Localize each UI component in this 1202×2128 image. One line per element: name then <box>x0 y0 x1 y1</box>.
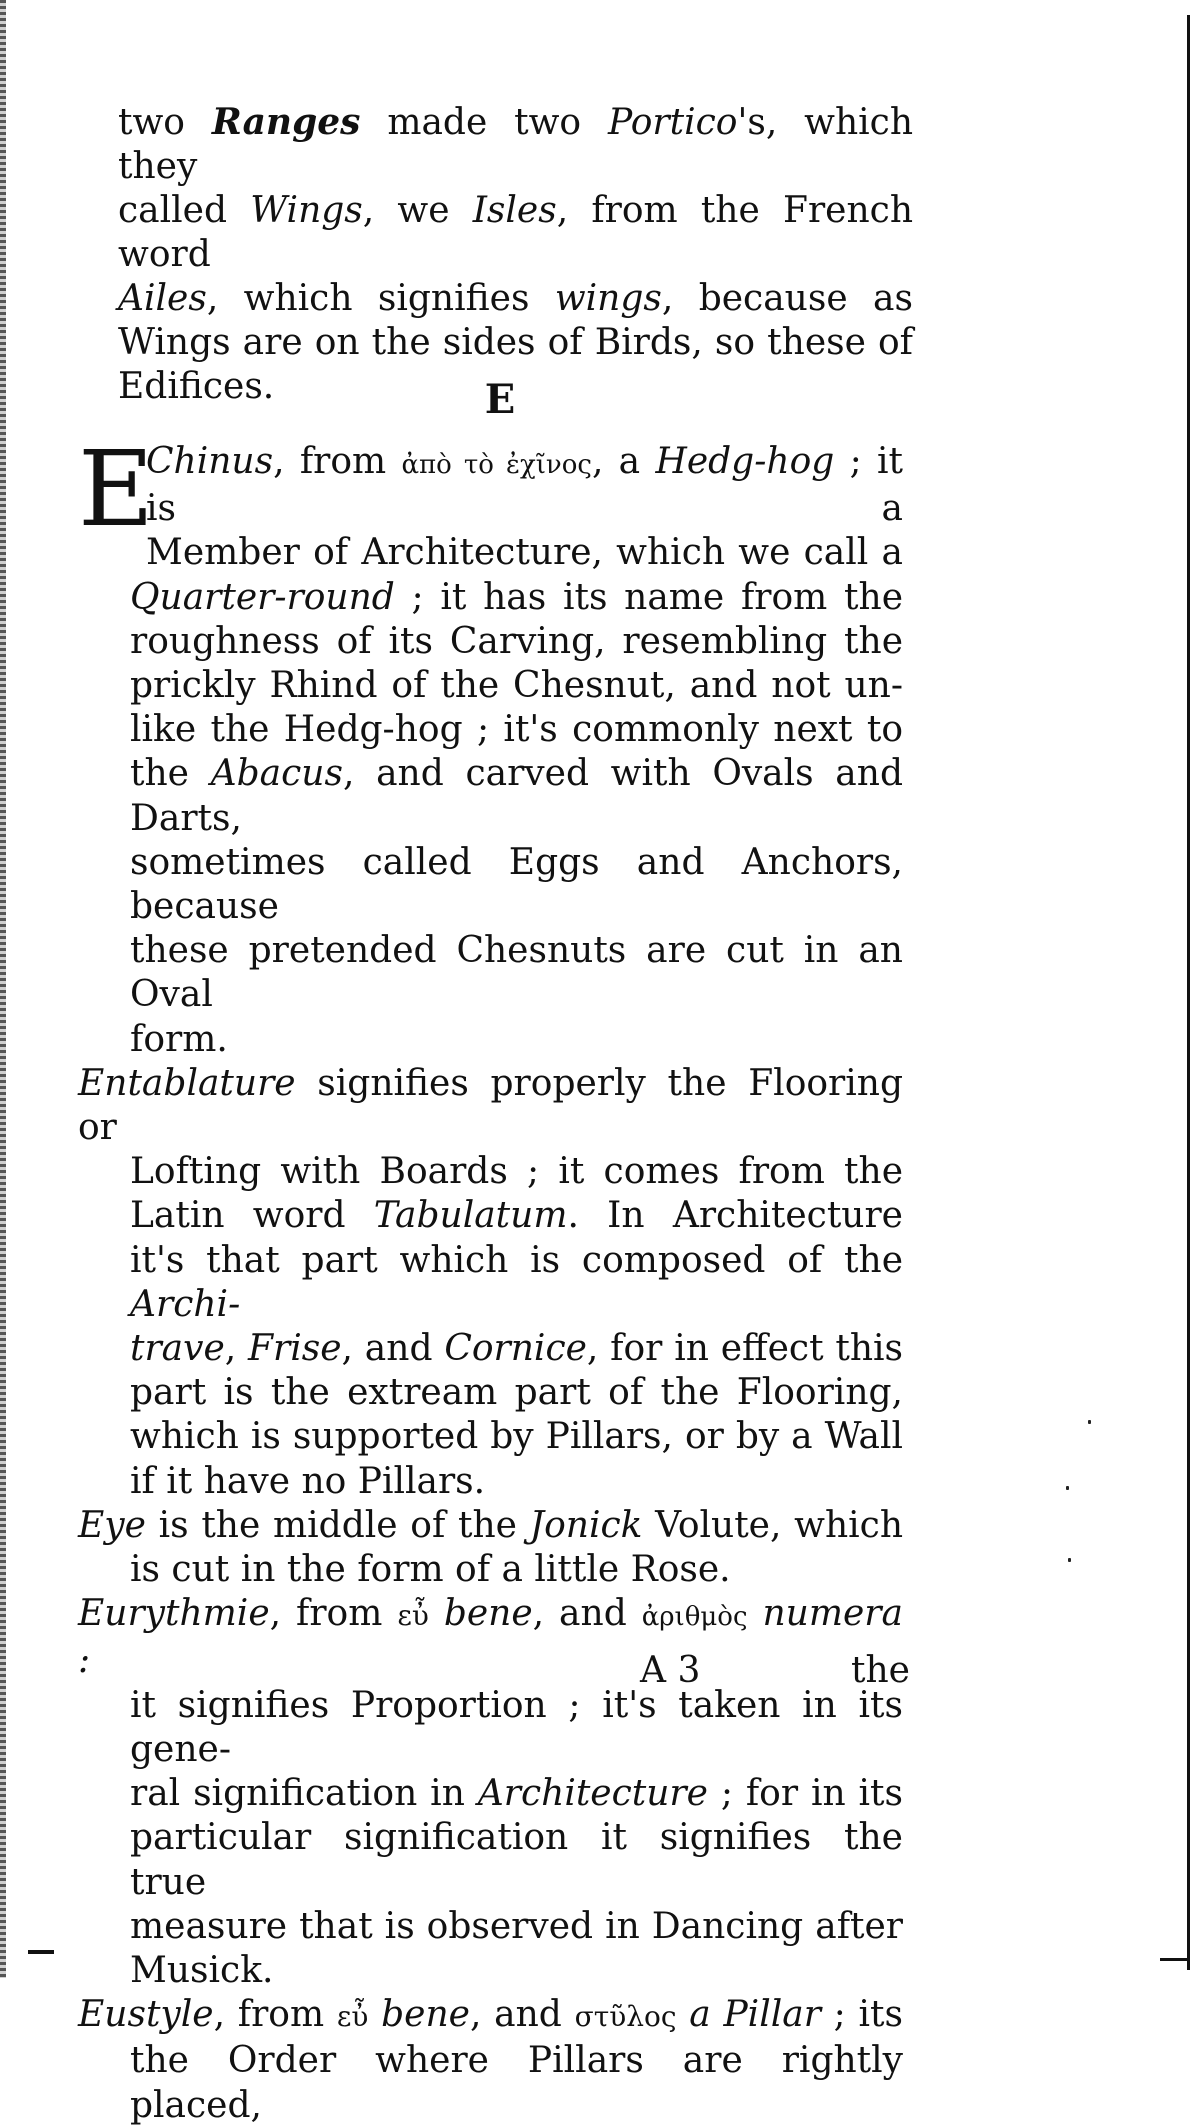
text-line: roughness of its Carving, resembling the <box>130 620 903 662</box>
text-line: the Order where Pillars are rightly placed, <box>130 2040 903 2126</box>
scanned-binding-edge <box>0 0 6 1978</box>
text-line: like the Hedg-hog ; it's commonly next to <box>130 709 903 751</box>
entry-echinus <box>78 428 903 1062</box>
ink-speck <box>1066 1486 1069 1490</box>
text-line: Chinus, from ἀπὸ τὸ ἐχῖνος, a Hedg-hog ; it is a <box>146 441 903 530</box>
text-line: Musick. <box>130 1949 274 1991</box>
text-line: sometimes called Eggs and Anchors, because <box>130 841 903 928</box>
text-line: Entablature signifies properly the Flooring or <box>78 1062 903 1149</box>
entry-term: Eurythmie <box>78 1593 270 1635</box>
text-line: Lofting with Boards ; it comes from the <box>130 1151 903 1193</box>
text-line: ral signification in Architecture ; for in its <box>130 1773 903 1815</box>
text-line: prickly Rhind of the Chesnut, and not un- <box>130 665 903 707</box>
entry-entablature <box>78 1062 903 1504</box>
text-line: Wings are on the sides of Birds, so these of <box>118 322 913 363</box>
text-line: Eurythmie, from εὖ bene, and ἀριθμὸς numera : <box>78 1593 903 1682</box>
text-line: called Wings, we Isles, from the French word <box>118 190 913 275</box>
text-line: Latin word Tabulatum. In Architecture <box>130 1195 903 1237</box>
text-line: it's that part which is composed of the Archi- <box>130 1239 903 1325</box>
text-line: trave, Frise, and Cornice, for in effect this <box>130 1328 903 1370</box>
text-line: Quarter-round ; it has its name from the <box>130 576 903 618</box>
text-line: which is supported by Pillars, or by a Wall <box>130 1416 903 1458</box>
text-line: form. <box>130 1018 228 1060</box>
section-heading: E <box>484 376 516 423</box>
entry-eye <box>78 1504 903 1592</box>
text-line: two Ranges made two Portico's, which they <box>118 101 914 187</box>
page-footer <box>120 1650 910 1694</box>
ink-speck <box>1068 1558 1071 1562</box>
text-line: Edifices. <box>118 366 275 407</box>
border-foot-mark <box>1160 1958 1188 1961</box>
text-line: if it have no Pillars. <box>130 1460 486 1502</box>
text-line: these pretended Chesnuts are cut in an Oval <box>130 930 903 1016</box>
drop-cap: E <box>78 428 154 550</box>
glossary-entries <box>78 428 904 2128</box>
entry-eustyle <box>78 1993 903 2128</box>
text-line: Eustyle, from εὖ bene, and στῦλος a Pillar ; its <box>78 1994 903 2036</box>
text-line: Member of Architecture, which we call a <box>146 532 903 574</box>
text-line: the Abacus, and carved with Ovals and Darts, <box>130 753 903 839</box>
text-line: is cut in the form of a little Rose. <box>130 1549 731 1591</box>
ink-speck <box>1088 1420 1091 1424</box>
text-line: particular signification it signifies the true <box>130 1817 903 1903</box>
entry-term: Entablature <box>78 1062 296 1104</box>
entry-term: Eye <box>78 1504 146 1546</box>
text-line: measure that is observed in Dancing after <box>130 1905 903 1947</box>
signature-mark: A 3 <box>640 1650 701 1691</box>
entry-term: Eustyle <box>78 1994 214 2036</box>
text-line: Eye is the middle of the Jonick Volute, which <box>78 1504 904 1546</box>
text-line: it signifies Proportion ; it's taken in its gene- <box>130 1684 903 1770</box>
text-line: part is the extream part of the Flooring, <box>130 1372 903 1414</box>
text-line: Ailes, which signifies wings, because as <box>118 278 913 319</box>
carryover-paragraph <box>118 100 913 409</box>
catchword: the <box>851 1650 910 1691</box>
corner-scan-mark <box>28 1950 54 1954</box>
page-border-rule <box>1187 15 1190 1970</box>
